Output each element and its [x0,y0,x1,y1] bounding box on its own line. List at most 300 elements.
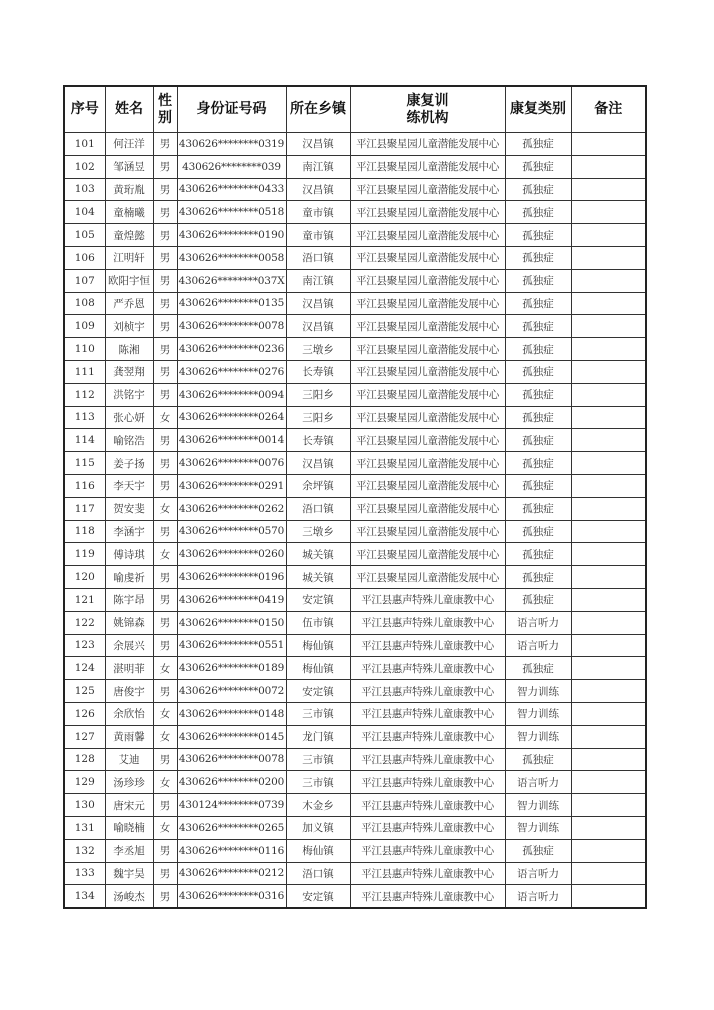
cell-serial-no: 116 [64,474,105,497]
cell-id-number: 430626********0116 [177,839,286,862]
cell-institution: 平江县聚星园儿童潜能发展中心 [350,406,505,429]
cell-id-number: 430626********0236 [177,338,286,361]
cell-id-number: 430626********0265 [177,816,286,839]
cell-institution: 平江县聚星园儿童潜能发展中心 [350,338,505,361]
table-body [64,133,646,909]
cell-remarks [571,611,646,634]
cell-township: 木金乡 [286,794,350,817]
cell-remarks [571,292,646,315]
cell-id-number: 430626********0518 [177,201,286,224]
header-rehab-type: 康复类别 [505,86,571,133]
cell-id-number: 430626********0150 [177,611,286,634]
cell-remarks [571,360,646,383]
cell-sex: 男 [153,452,177,475]
cell-rehab-type: 孤独症 [505,269,571,292]
cell-remarks [571,520,646,543]
cell-serial-no: 108 [64,292,105,315]
cell-township: 三市镇 [286,702,350,725]
cell-id-number: 430626********0570 [177,520,286,543]
cell-name: 邹涵昱 [105,155,153,178]
cell-name: 李涵宇 [105,520,153,543]
cell-institution: 平江县惠声特殊儿童康教中心 [350,680,505,703]
cell-name: 傅诗琪 [105,543,153,566]
cell-institution: 平江县聚星园儿童潜能发展中心 [350,566,505,589]
cell-institution: 平江县聚星园儿童潜能发展中心 [350,224,505,247]
cell-township: 三墩乡 [286,338,350,361]
cell-township: 南江镇 [286,155,350,178]
table-row [64,246,646,269]
cell-rehab-type: 智力训练 [505,794,571,817]
cell-id-number: 430626********0190 [177,224,286,247]
cell-remarks [571,224,646,247]
cell-rehab-type: 孤独症 [505,429,571,452]
cell-township: 童市镇 [286,224,350,247]
cell-id-number: 430626********0319 [177,133,286,156]
cell-township: 安定镇 [286,885,350,908]
cell-id-number: 430626********0189 [177,657,286,680]
cell-id-number: 430626********0276 [177,360,286,383]
cell-id-number: 430626********0094 [177,383,286,406]
cell-serial-no: 101 [64,133,105,156]
cell-serial-no: 117 [64,497,105,520]
cell-township: 三阳乡 [286,406,350,429]
cell-township: 安定镇 [286,588,350,611]
cell-township: 加义镇 [286,816,350,839]
cell-remarks [571,452,646,475]
cell-serial-no: 114 [64,429,105,452]
cell-rehab-type: 孤独症 [505,497,571,520]
cell-name: 张心妍 [105,406,153,429]
cell-township: 城关镇 [286,543,350,566]
cell-rehab-type: 孤独症 [505,155,571,178]
cell-remarks [571,338,646,361]
cell-id-number: 430626********0316 [177,885,286,908]
cell-remarks [571,748,646,771]
cell-rehab-type: 孤独症 [505,315,571,338]
cell-rehab-type: 孤独症 [505,474,571,497]
cell-sex: 男 [153,338,177,361]
table-row [64,315,646,338]
cell-name: 刘桢宇 [105,315,153,338]
cell-institution: 平江县惠声特殊儿童康教中心 [350,885,505,908]
cell-serial-no: 118 [64,520,105,543]
cell-serial-no: 134 [64,885,105,908]
cell-name: 喻虔祈 [105,566,153,589]
cell-remarks [571,839,646,862]
cell-rehab-type: 孤独症 [505,657,571,680]
cell-serial-no: 112 [64,383,105,406]
cell-remarks [571,588,646,611]
cell-serial-no: 132 [64,839,105,862]
cell-serial-no: 115 [64,452,105,475]
cell-remarks [571,794,646,817]
cell-id-number: 430626********0145 [177,725,286,748]
table-row [64,611,646,634]
cell-institution: 平江县惠声特殊儿童康教中心 [350,657,505,680]
cell-serial-no: 130 [64,794,105,817]
table-row [64,680,646,703]
cell-institution: 平江县惠声特殊儿童康教中心 [350,839,505,862]
cell-serial-no: 120 [64,566,105,589]
cell-township: 余坪镇 [286,474,350,497]
cell-institution: 平江县惠声特殊儿童康教中心 [350,794,505,817]
table-row [64,748,646,771]
cell-sex: 男 [153,133,177,156]
cell-township: 汉昌镇 [286,178,350,201]
cell-rehab-type: 孤独症 [505,338,571,361]
cell-rehab-type: 语言听力 [505,862,571,885]
table-row [64,292,646,315]
cell-rehab-type: 孤独症 [505,588,571,611]
cell-sex: 女 [153,702,177,725]
table-row [64,178,646,201]
cell-township: 汉昌镇 [286,452,350,475]
cell-sex: 男 [153,588,177,611]
cell-institution: 平江县聚星园儿童潜能发展中心 [350,246,505,269]
cell-township: 童市镇 [286,201,350,224]
cell-sex: 女 [153,406,177,429]
rehab-roster-table [63,85,647,909]
cell-sex: 男 [153,885,177,908]
cell-serial-no: 111 [64,360,105,383]
cell-serial-no: 119 [64,543,105,566]
cell-institution: 平江县惠声特殊儿童康教中心 [350,862,505,885]
cell-institution: 平江县聚星园儿童潜能发展中心 [350,201,505,224]
cell-township: 浯口镇 [286,246,350,269]
cell-name: 陈湘 [105,338,153,361]
cell-institution: 平江县聚星园儿童潜能发展中心 [350,315,505,338]
header-name: 姓名 [105,86,153,133]
cell-name: 龚翌翔 [105,360,153,383]
cell-rehab-type: 孤独症 [505,566,571,589]
cell-name: 江明轩 [105,246,153,269]
cell-rehab-type: 孤独症 [505,224,571,247]
cell-rehab-type: 孤独症 [505,246,571,269]
cell-name: 黄珩胤 [105,178,153,201]
table-row [64,839,646,862]
cell-name: 余欣怡 [105,702,153,725]
cell-township: 梅仙镇 [286,657,350,680]
cell-rehab-type: 孤独症 [505,406,571,429]
header-id-number: 身份证号码 [177,86,286,133]
cell-name: 汤珍珍 [105,771,153,794]
cell-serial-no: 123 [64,634,105,657]
cell-id-number: 430626********0291 [177,474,286,497]
cell-sex: 男 [153,383,177,406]
cell-institution: 平江县聚星园儿童潜能发展中心 [350,520,505,543]
cell-township: 三阳乡 [286,383,350,406]
cell-serial-no: 131 [64,816,105,839]
cell-township: 梅仙镇 [286,634,350,657]
cell-sex: 男 [153,246,177,269]
cell-id-number: 430626********0072 [177,680,286,703]
cell-township: 三市镇 [286,748,350,771]
cell-rehab-type: 语言听力 [505,634,571,657]
cell-name: 艾迪 [105,748,153,771]
cell-township: 汉昌镇 [286,133,350,156]
cell-id-number: 430626********0551 [177,634,286,657]
cell-name: 喻晓楠 [105,816,153,839]
cell-rehab-type: 孤独症 [505,839,571,862]
cell-name: 李丞旭 [105,839,153,862]
cell-rehab-type: 语言听力 [505,885,571,908]
cell-sex: 男 [153,680,177,703]
cell-rehab-type: 孤独症 [505,201,571,224]
cell-remarks [571,497,646,520]
cell-remarks [571,383,646,406]
cell-serial-no: 125 [64,680,105,703]
cell-sex: 男 [153,634,177,657]
cell-serial-no: 121 [64,588,105,611]
table-row [64,497,646,520]
cell-serial-no: 102 [64,155,105,178]
header-row [64,86,646,133]
cell-serial-no: 126 [64,702,105,725]
table-row [64,474,646,497]
cell-name: 洪铭宇 [105,383,153,406]
header-remarks: 备注 [571,86,646,133]
cell-sex: 女 [153,543,177,566]
table-row [64,566,646,589]
cell-sex: 女 [153,771,177,794]
cell-remarks [571,566,646,589]
cell-remarks [571,474,646,497]
cell-remarks [571,680,646,703]
cell-serial-no: 113 [64,406,105,429]
cell-serial-no: 106 [64,246,105,269]
header-township: 所在乡镇 [286,86,350,133]
cell-id-number: 430626********0264 [177,406,286,429]
cell-serial-no: 124 [64,657,105,680]
cell-remarks [571,771,646,794]
cell-township: 南江镇 [286,269,350,292]
cell-township: 长寿镇 [286,429,350,452]
header-sex [153,86,177,133]
header-serial-no: 序号 [64,86,105,133]
cell-institution: 平江县惠声特殊儿童康教中心 [350,634,505,657]
cell-township: 安定镇 [286,680,350,703]
cell-sex: 男 [153,748,177,771]
cell-name: 姚锦森 [105,611,153,634]
cell-rehab-type: 智力训练 [505,725,571,748]
cell-id-number: 430626********0419 [177,588,286,611]
cell-id-number: 430124********0739 [177,794,286,817]
cell-remarks [571,133,646,156]
table-row [64,588,646,611]
cell-name: 汤峻杰 [105,885,153,908]
cell-institution: 平江县惠声特殊儿童康教中心 [350,816,505,839]
cell-sex: 男 [153,429,177,452]
cell-id-number: 430626********0148 [177,702,286,725]
table-row [64,133,646,156]
cell-name: 李天宇 [105,474,153,497]
cell-name: 黄雨馨 [105,725,153,748]
cell-township: 龙门镇 [286,725,350,748]
cell-sex: 男 [153,360,177,383]
cell-institution: 平江县聚星园儿童潜能发展中心 [350,497,505,520]
cell-township: 城关镇 [286,566,350,589]
table-row [64,269,646,292]
cell-rehab-type: 智力训练 [505,702,571,725]
table-row [64,520,646,543]
table-row [64,816,646,839]
table-row [64,543,646,566]
table-row [64,634,646,657]
cell-institution: 平江县惠声特殊儿童康教中心 [350,725,505,748]
cell-rehab-type: 智力训练 [505,680,571,703]
table-row [64,452,646,475]
cell-rehab-type: 孤独症 [505,452,571,475]
cell-name: 欧阳宇恒 [105,269,153,292]
cell-serial-no: 107 [64,269,105,292]
header-institution-label: 康复训练机构 [406,92,449,126]
cell-sex: 男 [153,269,177,292]
cell-township: 三墩乡 [286,520,350,543]
cell-name: 喻铭浩 [105,429,153,452]
cell-institution: 平江县惠声特殊儿童康教中心 [350,771,505,794]
cell-remarks [571,885,646,908]
cell-rehab-type: 孤独症 [505,292,571,315]
table-row [64,702,646,725]
cell-sex: 女 [153,497,177,520]
cell-name: 童煌懿 [105,224,153,247]
table-row [64,862,646,885]
cell-id-number: 430626********0200 [177,771,286,794]
cell-serial-no: 127 [64,725,105,748]
cell-sex: 女 [153,816,177,839]
cell-serial-no: 105 [64,224,105,247]
cell-remarks [571,725,646,748]
cell-serial-no: 103 [64,178,105,201]
cell-institution: 平江县聚星园儿童潜能发展中心 [350,178,505,201]
cell-serial-no: 109 [64,315,105,338]
cell-name: 湛明菲 [105,657,153,680]
cell-institution: 平江县聚星园儿童潜能发展中心 [350,360,505,383]
cell-id-number: 430626********0078 [177,748,286,771]
cell-id-number: 430626********0135 [177,292,286,315]
cell-id-number: 430626********0262 [177,497,286,520]
cell-institution: 平江县聚星园儿童潜能发展中心 [350,155,505,178]
cell-remarks [571,155,646,178]
cell-institution: 平江县聚星园儿童潜能发展中心 [350,429,505,452]
cell-institution: 平江县聚星园儿童潜能发展中心 [350,292,505,315]
header-institution [350,86,505,133]
cell-institution: 平江县惠声特殊儿童康教中心 [350,748,505,771]
cell-sex: 男 [153,292,177,315]
cell-remarks [571,406,646,429]
cell-sex: 女 [153,657,177,680]
cell-rehab-type: 孤独症 [505,520,571,543]
cell-township: 三市镇 [286,771,350,794]
cell-sex: 男 [153,611,177,634]
table-row [64,383,646,406]
cell-id-number: 430626********0260 [177,543,286,566]
cell-id-number: 430626********0196 [177,566,286,589]
cell-institution: 平江县聚星园儿童潜能发展中心 [350,452,505,475]
cell-name: 余展兴 [105,634,153,657]
cell-id-number: 430626********037X [177,269,286,292]
cell-rehab-type: 孤独症 [505,178,571,201]
cell-sex: 男 [153,155,177,178]
cell-remarks [571,269,646,292]
cell-serial-no: 104 [64,201,105,224]
table-row [64,406,646,429]
cell-serial-no: 110 [64,338,105,361]
table-row [64,429,646,452]
table-header [64,86,646,133]
cell-remarks [571,429,646,452]
cell-id-number: 430626********0433 [177,178,286,201]
cell-sex: 男 [153,839,177,862]
cell-sex: 男 [153,474,177,497]
cell-rehab-type: 智力训练 [505,816,571,839]
cell-sex: 男 [153,862,177,885]
cell-remarks [571,634,646,657]
cell-name: 陈宇昂 [105,588,153,611]
cell-sex: 男 [153,794,177,817]
cell-remarks [571,816,646,839]
cell-id-number: 430626********0058 [177,246,286,269]
table-row [64,885,646,908]
cell-id-number: 430626********0212 [177,862,286,885]
cell-institution: 平江县聚星园儿童潜能发展中心 [350,383,505,406]
cell-id-number: 430626********039 [177,155,286,178]
cell-name: 姜子扬 [105,452,153,475]
table-row [64,201,646,224]
table-row [64,794,646,817]
table-row [64,657,646,680]
cell-institution: 平江县惠声特殊儿童康教中心 [350,702,505,725]
cell-rehab-type: 语言听力 [505,771,571,794]
cell-sex: 男 [153,315,177,338]
cell-township: 汉昌镇 [286,292,350,315]
cell-sex: 男 [153,566,177,589]
cell-institution: 平江县聚星园儿童潜能发展中心 [350,133,505,156]
cell-remarks [571,657,646,680]
table-row [64,338,646,361]
cell-serial-no: 129 [64,771,105,794]
cell-rehab-type: 孤独症 [505,543,571,566]
cell-name: 何汪洋 [105,133,153,156]
cell-id-number: 430626********0078 [177,315,286,338]
cell-sex: 男 [153,178,177,201]
cell-rehab-type: 孤独症 [505,360,571,383]
cell-township: 伍市镇 [286,611,350,634]
cell-township: 梅仙镇 [286,839,350,862]
table-row [64,725,646,748]
cell-institution: 平江县惠声特殊儿童康教中心 [350,611,505,634]
table-row [64,155,646,178]
cell-township: 浯口镇 [286,862,350,885]
cell-rehab-type: 孤独症 [505,748,571,771]
cell-sex: 男 [153,224,177,247]
cell-township: 汉昌镇 [286,315,350,338]
cell-institution: 平江县聚星园儿童潜能发展中心 [350,543,505,566]
cell-id-number: 430626********0076 [177,452,286,475]
cell-remarks [571,702,646,725]
cell-serial-no: 128 [64,748,105,771]
cell-township: 长寿镇 [286,360,350,383]
cell-institution: 平江县聚星园儿童潜能发展中心 [350,269,505,292]
cell-institution: 平江县聚星园儿童潜能发展中心 [350,474,505,497]
cell-sex: 男 [153,201,177,224]
cell-name: 童楠曦 [105,201,153,224]
cell-township: 浯口镇 [286,497,350,520]
header-sex-label: 性别 [158,92,172,126]
cell-remarks [571,543,646,566]
cell-rehab-type: 语言听力 [505,611,571,634]
cell-id-number: 430626********0014 [177,429,286,452]
